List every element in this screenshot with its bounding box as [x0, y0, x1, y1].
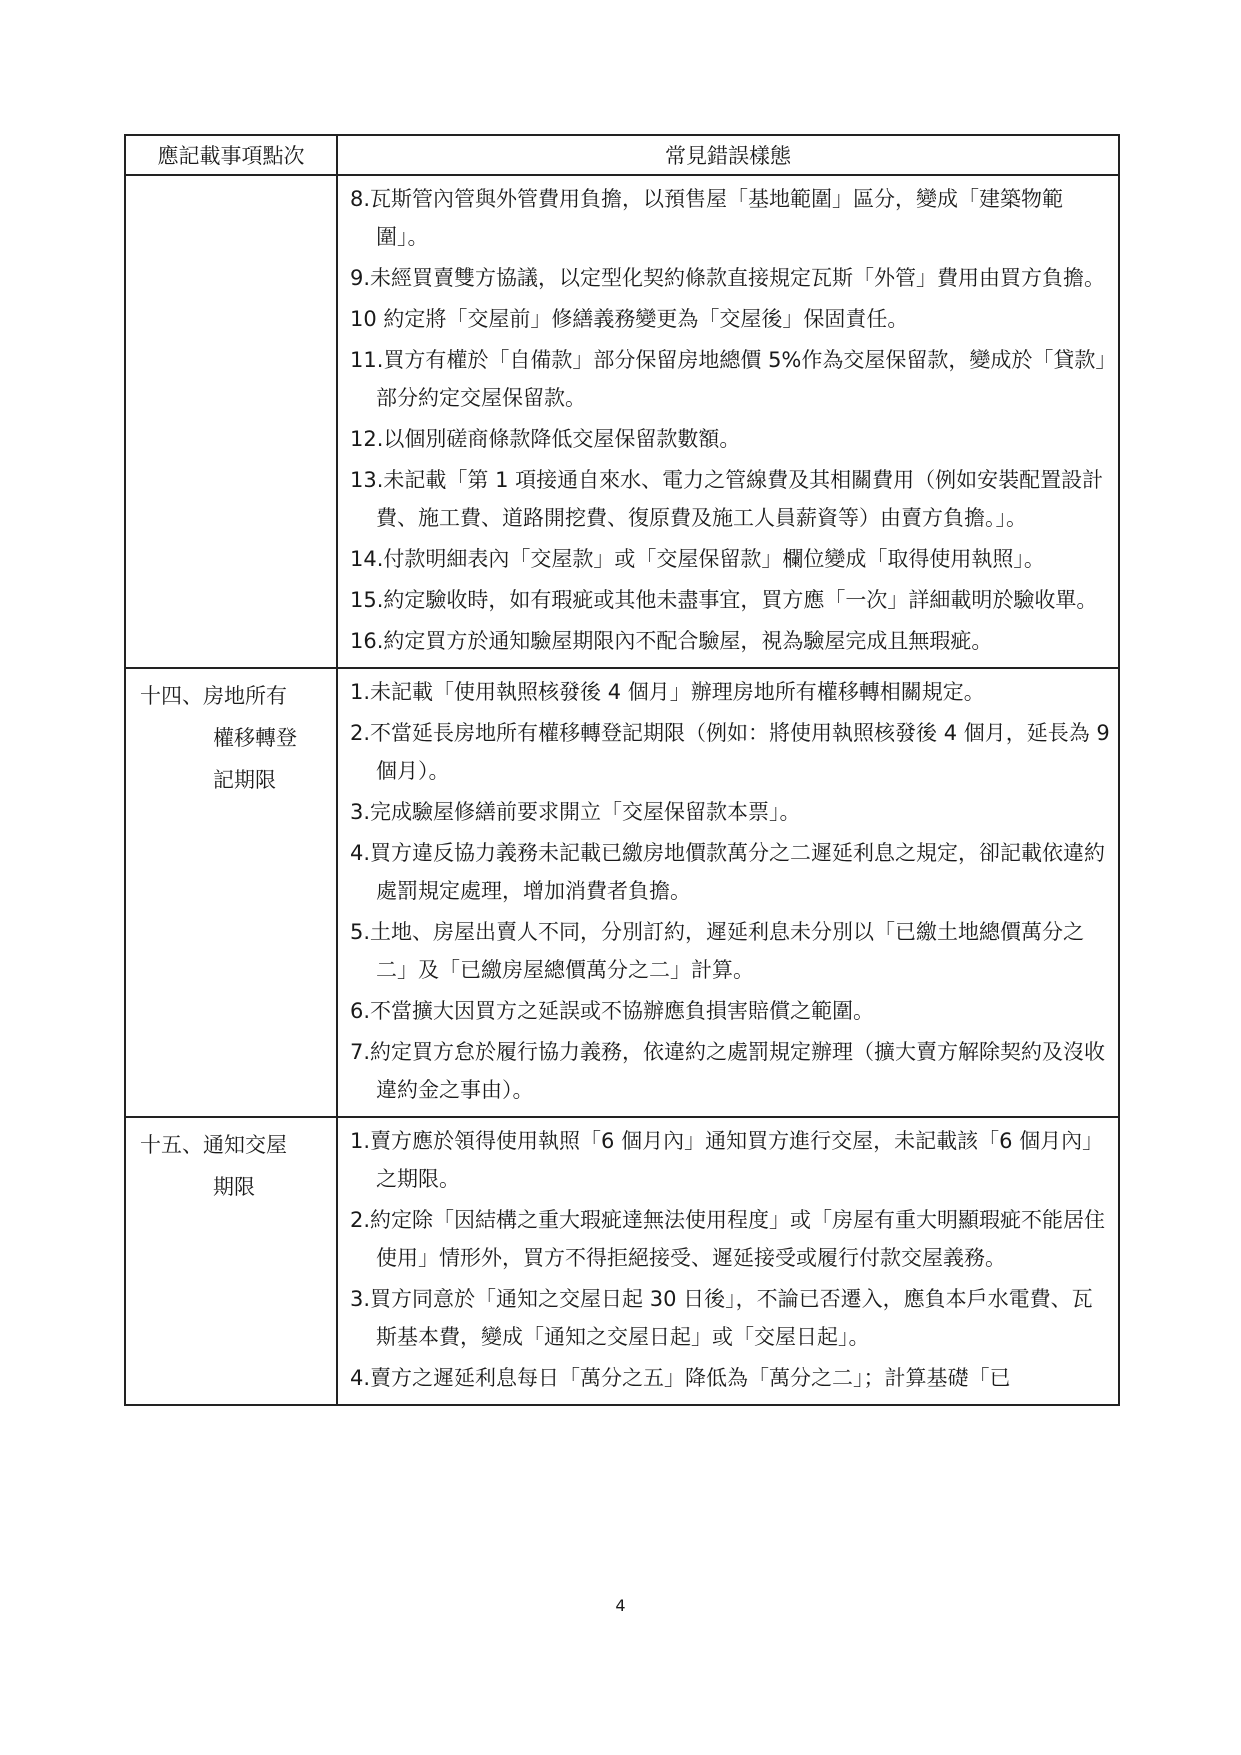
error-item: 13.未記載「第 1 項接通自來水、電力之管線費及其相關費用（例如安裝配置設計費、施工費、道路開挖費、復原費及施工人員薪資等）由賣方負擔。」。 [350, 468, 1104, 530]
requirements-table [124, 134, 1120, 1406]
table-row [125, 1117, 1119, 1405]
error-item: 2.約定除「因結構之重大瑕疵達無法使用程度」或「房屋有重大明顯瑕疵不能居住使用」情形外，買方不得拒絕接受、遲延接受或履行付款交屋義務。 [350, 1208, 1106, 1270]
error-list-cell [337, 1117, 1119, 1405]
error-item: 4.賣方之遲延利息每日「萬分之五」降低為「萬分之二」；計算基礎「已 [350, 1366, 1011, 1390]
topic-cell [125, 175, 337, 668]
error-item: 1.未記載「使用執照核發後 4 個月」辦理房地所有權移轉相關規定。 [350, 680, 985, 704]
error-item: 14.付款明細表內「交屋款」或「交屋保留款」欄位變成「取得使用執照」。 [350, 547, 1045, 571]
error-item: 8.瓦斯管內管與外管費用負擔，以預售屋「基地範圍」區分，變成「建築物範圍」。 [350, 187, 1064, 249]
error-item: 16.約定買方於通知驗屋期限內不配合驗屋，視為驗屋完成且無瑕疵。 [350, 629, 993, 653]
topic-line: 十四、房地所有 [140, 684, 287, 708]
topic-line: 記期限 [213, 768, 276, 792]
error-item: 6.不當擴大因買方之延誤或不協辦應負損害賠償之範圍。 [350, 999, 875, 1023]
error-item: 15.約定驗收時，如有瑕疵或其他未盡事宜，買方應「一次」詳細載明於驗收單。 [350, 588, 1098, 612]
error-item: 10 約定將「交屋前」修繕義務變更為「交屋後」保固責任。 [350, 307, 909, 331]
error-item: 5.土地、房屋出賣人不同，分別訂約，遲延利息未分別以「已繳土地總價萬分之二」及「已繳房屋總價萬分之二」計算。 [350, 920, 1085, 982]
column-header-topic: 應記載事項點次 [125, 135, 337, 175]
table-row [125, 175, 1119, 668]
error-item: 7.約定買方怠於履行協力義務，依違約之處罰規定辦理（擴大賣方解除契約及沒收違約金之事由）。 [350, 1040, 1106, 1102]
error-list-cell [337, 175, 1119, 668]
page-number: 4 [615, 1596, 626, 1615]
error-item: 11.買方有權於「自備款」部分保留房地總價 5%作為交屋保留款，變成於「貸款」部分約定交屋保留款。 [350, 348, 1106, 410]
error-item: 1.賣方應於領得使用執照「6 個月內」通知買方進行交屋，未記載該「6 個月內」之期限。 [350, 1129, 1104, 1191]
topic-line: 十五、通知交屋 [140, 1133, 287, 1157]
topic-cell [125, 668, 337, 1117]
topic-line: 權移轉登 [213, 726, 297, 750]
topic-cell [125, 1117, 337, 1405]
error-list-cell [337, 668, 1119, 1117]
topic-line: 期限 [213, 1175, 255, 1199]
error-item: 3.完成驗屋修繕前要求開立「交屋保留款本票」。 [350, 800, 801, 824]
error-item: 3.買方同意於「通知之交屋日起 30 日後」，不論已否遷入，應負本戶水電費、瓦斯基本費，變成「通知之交屋日起」或「交屋日起」。 [350, 1287, 1093, 1349]
error-item: 12.以個別磋商條款降低交屋保留款數額。 [350, 427, 741, 451]
error-item: 4.買方違反協力義務未記載已繳房地價款萬分之二遲延利息之規定，卻記載依違約處罰規定處理，增加消費者負擔。 [350, 841, 1106, 903]
table-header-row [125, 135, 1119, 175]
table-row [125, 668, 1119, 1117]
error-item: 9.未經買賣雙方協議，以定型化契約條款直接規定瓦斯「外管」費用由買方負擔。 [350, 266, 1106, 290]
error-item: 2.不當延長房地所有權移轉登記期限（例如：將使用執照核發後 4 個月，延長為 9 個月）。 [350, 721, 1110, 783]
column-header-errors: 常見錯誤樣態 [337, 135, 1119, 175]
